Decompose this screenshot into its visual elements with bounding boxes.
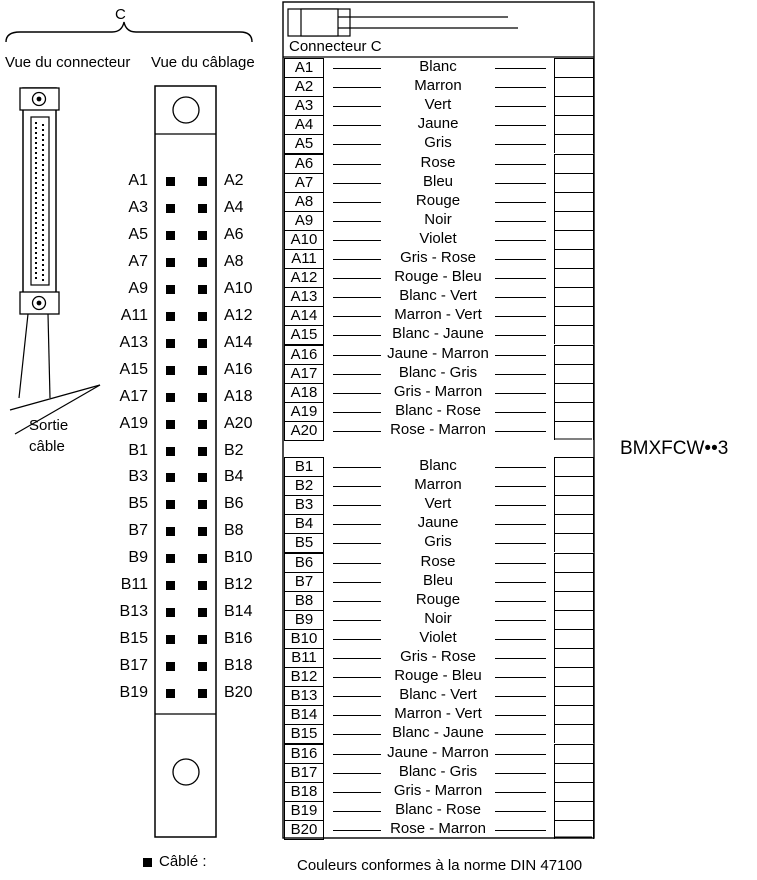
- pin-id: B8: [284, 591, 324, 611]
- wire-color: Blanc - Gris: [398, 363, 478, 381]
- terminal-box: [554, 495, 594, 514]
- wire-line: [333, 183, 381, 184]
- wiring-pin-label: B4: [224, 468, 244, 485]
- wire-line: [495, 658, 546, 659]
- wire-color: Blanc: [419, 58, 457, 75]
- terminal-box: [554, 591, 594, 610]
- terminal-box: [554, 325, 594, 344]
- pin-id: A15: [284, 325, 324, 345]
- pin-id: A6: [284, 154, 324, 174]
- terminal-box: [554, 154, 594, 173]
- wire-line: [333, 734, 381, 735]
- wiring-table-row: [0, 667, 594, 686]
- wiring-pin-label: B13: [119, 603, 148, 620]
- wire-color: Marron - Vert: [394, 705, 482, 723]
- wiring-table-row: [0, 115, 594, 134]
- wire-color: Gris: [424, 533, 452, 551]
- wire-line: [495, 259, 546, 260]
- wiring-pin-label: A14: [224, 334, 253, 351]
- wiring-table-row: [0, 306, 594, 325]
- wiring-table-row: [0, 553, 594, 572]
- wiring-table-row: [0, 591, 594, 610]
- wire-line: [333, 431, 381, 432]
- pin-id: B14: [284, 705, 324, 725]
- wiring-pin-label: A12: [224, 307, 253, 324]
- wire-color: Violet: [419, 229, 457, 247]
- wiring-table-row: [0, 192, 594, 211]
- wire-line: [333, 221, 381, 222]
- wire-color: Vert: [424, 495, 452, 513]
- pin-id: B16: [284, 744, 324, 764]
- wiring-table-row: [0, 154, 594, 173]
- terminal-box: [554, 134, 594, 153]
- pin-id: A3: [284, 96, 324, 116]
- wiring-pin-label: A3: [128, 199, 148, 216]
- wiring-pin-label: A13: [119, 334, 148, 351]
- terminal-box: [554, 801, 594, 820]
- pin-id: B7: [284, 572, 324, 592]
- wire-line: [495, 221, 546, 222]
- terminal-box: [554, 572, 594, 591]
- model-label: BMXFCW••3: [620, 438, 729, 459]
- wire-line: [333, 316, 381, 317]
- wiring-table-row: [0, 173, 594, 192]
- terminal-box: [554, 306, 594, 325]
- wire-line: [333, 144, 381, 145]
- wire-line: [495, 620, 546, 621]
- wire-color: Gris - Rose: [400, 249, 476, 266]
- pin-id: A7: [284, 173, 324, 193]
- terminal-box: [554, 77, 594, 96]
- terminal-box: [554, 686, 594, 705]
- wiring-table-row: [0, 744, 594, 763]
- wire-line: [495, 467, 546, 468]
- wiring-pin-label: A15: [119, 361, 148, 378]
- wiring-pin-label: A8: [224, 253, 244, 270]
- wire-line: [333, 811, 381, 812]
- wiring-pin-label: B7: [128, 522, 148, 539]
- wire-line: [495, 734, 546, 735]
- pin-id: B9: [284, 610, 324, 630]
- wire-line: [495, 393, 546, 394]
- wire-color: Marron: [414, 77, 462, 95]
- connector-view-title: Vue du connecteur: [5, 54, 131, 71]
- wiring-pin-label: A5: [128, 226, 148, 243]
- wire-color: Noir: [424, 609, 452, 627]
- wire-line: [333, 563, 381, 564]
- wire-line: [495, 754, 546, 755]
- wire-line: [333, 106, 381, 107]
- wire-color: Marron - Vert: [394, 306, 482, 324]
- wire-line: [333, 240, 381, 241]
- terminal-box: [554, 667, 594, 686]
- wiring-pin-label: A10: [224, 280, 253, 297]
- pin-id: B15: [284, 724, 324, 744]
- wire-line: [495, 677, 546, 678]
- wiring-view-title: Vue du câblage: [151, 54, 255, 71]
- wiring-pin-label: A1: [128, 172, 148, 189]
- wiring-table-row: [0, 476, 594, 495]
- pin-id: B11: [284, 648, 324, 668]
- pin-id: B5: [284, 533, 324, 553]
- wiring-pin-label: B10: [224, 549, 253, 566]
- wire-line: [495, 792, 546, 793]
- wire-line: [495, 355, 546, 356]
- wire-color: Marron: [414, 476, 462, 494]
- pin-id: A9: [284, 211, 324, 231]
- terminal-box: [554, 402, 594, 421]
- terminal-box: [554, 421, 594, 440]
- pin-id: B19: [284, 801, 324, 821]
- wire-color: Blanc - Jaune: [392, 325, 484, 343]
- wiring-pin-label: B1: [128, 442, 148, 459]
- wire-color: Jaune - Marron: [387, 743, 489, 761]
- wire-color: Blanc - Rose: [395, 800, 481, 818]
- pin-id: B1: [284, 457, 324, 477]
- wire-line: [495, 431, 546, 432]
- wiring-table-row: [0, 77, 594, 96]
- wiring-table-row: [0, 287, 594, 306]
- wire-line: [333, 374, 381, 375]
- wiring-pin-label: B14: [224, 603, 253, 620]
- wiring-table-row: [0, 782, 594, 801]
- wiring-table-row: [0, 763, 594, 782]
- wire-line: [495, 696, 546, 697]
- wire-line: [333, 68, 381, 69]
- wire-line: [495, 297, 546, 298]
- wire-line: [495, 811, 546, 812]
- wire-color: Blanc - Vert: [399, 287, 477, 305]
- wiring-pin-label: A17: [119, 388, 148, 405]
- pin-id: A19: [284, 402, 324, 422]
- pin-id: B3: [284, 495, 324, 515]
- wire-color: Bleu: [422, 571, 454, 589]
- wiring-table-row: [0, 533, 594, 552]
- wire-line: [495, 87, 546, 88]
- wire-line: [333, 486, 381, 487]
- terminal-box: [554, 705, 594, 724]
- pin-id: A4: [284, 115, 324, 135]
- wiring-table-row: [0, 514, 594, 533]
- wire-line: [495, 144, 546, 145]
- wire-line: [495, 830, 546, 831]
- wire-color: Rose: [420, 153, 456, 171]
- wiring-pin-label: B5: [128, 495, 148, 512]
- pin-id: A13: [284, 287, 324, 307]
- wiring-table-row: [0, 421, 594, 440]
- pin-id: B12: [284, 667, 324, 687]
- pin-id: A18: [284, 383, 324, 403]
- wiring-pin-label: B12: [224, 576, 253, 593]
- wire-line: [495, 335, 546, 336]
- wire-line: [495, 639, 546, 640]
- pin-id: A12: [284, 268, 324, 288]
- wire-color: Blanc - Gris: [398, 762, 478, 780]
- wire-line: [495, 412, 546, 413]
- pin-id: A1: [284, 58, 324, 78]
- wire-color: Rouge: [415, 191, 461, 209]
- wiring-table-row: [0, 58, 594, 77]
- wiring-table-row: [0, 134, 594, 153]
- wire-line: [495, 164, 546, 165]
- wire-line: [333, 393, 381, 394]
- wire-line: [495, 125, 546, 126]
- wire-line: [333, 639, 381, 640]
- pin-id: B2: [284, 476, 324, 496]
- wire-line: [333, 278, 381, 279]
- wire-color: Rouge: [415, 590, 461, 608]
- pin-id: A2: [284, 77, 324, 97]
- terminal-box: [554, 476, 594, 495]
- wiring-table-row: [0, 572, 594, 591]
- terminal-box: [554, 192, 594, 211]
- wire-line: [495, 278, 546, 279]
- wire-line: [495, 316, 546, 317]
- wiring-table-row: [0, 325, 594, 344]
- wire-line: [333, 658, 381, 659]
- standard-note: Couleurs conformes à la norme DIN 47100: [297, 857, 583, 874]
- wiring-pin-label: A4: [224, 199, 244, 216]
- pin-id: A14: [284, 306, 324, 326]
- wire-line: [495, 202, 546, 203]
- wiring-table-row: [0, 402, 594, 421]
- wire-line: [333, 355, 381, 356]
- wire-line: [333, 830, 381, 831]
- wiring-table-row: [0, 345, 594, 364]
- cable-exit-label: Sortie: [29, 417, 69, 434]
- terminal-box: [554, 345, 594, 364]
- wire-line: [333, 677, 381, 678]
- terminal-box: [554, 96, 594, 115]
- wiring-pin-label: A2: [224, 172, 244, 189]
- wire-color: Blanc - Vert: [399, 686, 477, 704]
- wire-color: Violet: [419, 628, 457, 646]
- wire-line: [495, 486, 546, 487]
- wire-line: [495, 106, 546, 107]
- wire-color: Rose: [420, 552, 456, 570]
- wire-line: [333, 696, 381, 697]
- terminal-box: [554, 249, 594, 268]
- wire-color: Vert: [424, 96, 452, 114]
- pin-id: B20: [284, 820, 324, 840]
- wire-line: [495, 505, 546, 506]
- wiring-table-row: [0, 648, 594, 667]
- wiring-pin-label: B2: [224, 442, 244, 459]
- wire-line: [333, 335, 381, 336]
- wiring-pin-label: B15: [119, 630, 148, 647]
- wire-line: [495, 543, 546, 544]
- wire-line: [333, 524, 381, 525]
- wire-color: Rouge - Bleu: [394, 268, 482, 286]
- wiring-table-row: [0, 457, 594, 476]
- wire-line: [495, 582, 546, 583]
- terminal-box: [554, 533, 594, 552]
- wire-line: [333, 412, 381, 413]
- terminal-box: [554, 648, 594, 667]
- wiring-pin-label: B8: [224, 522, 244, 539]
- wiring-pin-label: A11: [120, 307, 148, 324]
- wiring-table-row: [0, 610, 594, 629]
- wiring-pin-label: B16: [224, 630, 253, 647]
- wiring-pin-label: A18: [224, 388, 253, 405]
- wire-line: [495, 563, 546, 564]
- wire-line: [495, 715, 546, 716]
- terminal-box: [554, 383, 594, 402]
- wiring-pin-label: B20: [224, 684, 253, 701]
- wiring-pin-label: A19: [119, 415, 148, 432]
- terminal-box: [554, 820, 594, 839]
- terminal-box: [554, 230, 594, 249]
- wiring-pin-label: B3: [128, 468, 148, 485]
- wiring-pin-label: B18: [224, 657, 253, 674]
- wiring-table-row: [0, 211, 594, 230]
- terminal-box: [554, 268, 594, 287]
- wiring-table-row: [0, 820, 594, 839]
- pin-id: A16: [284, 345, 324, 365]
- wire-color: Rose - Marron: [390, 819, 486, 837]
- wiring-table-row: [0, 801, 594, 820]
- wire-line: [333, 543, 381, 544]
- wiring-pin-label: A7: [128, 253, 148, 270]
- terminal-box: [554, 724, 594, 743]
- wire-line: [333, 467, 381, 468]
- terminal-box: [554, 629, 594, 648]
- pin-id: B13: [284, 686, 324, 706]
- wired-legend-label: Câblé :: [159, 853, 207, 870]
- pin-id: B4: [284, 514, 324, 534]
- wire-line: [333, 202, 381, 203]
- wire-line: [495, 68, 546, 69]
- pin-id: B10: [284, 629, 324, 649]
- wiring-table-row: [0, 383, 594, 402]
- wire-line: [333, 259, 381, 260]
- pin-id: A10: [284, 230, 324, 250]
- wire-line: [333, 792, 381, 793]
- wire-color: Jaune - Marron: [387, 344, 489, 362]
- terminal-box: [554, 58, 594, 77]
- wired-legend-square-icon: [143, 858, 152, 867]
- pin-id: A17: [284, 364, 324, 384]
- wiring-table-row: [0, 686, 594, 705]
- wiring-pin-label: A9: [128, 280, 148, 297]
- wire-line: [333, 620, 381, 621]
- wire-line: [495, 601, 546, 602]
- wire-color: Blanc - Rose: [395, 401, 481, 419]
- terminal-box: [554, 782, 594, 801]
- wire-line: [495, 524, 546, 525]
- wiring-pin-label: A6: [224, 226, 244, 243]
- wiring-table-row: [0, 249, 594, 268]
- wire-color: Jaune: [417, 115, 459, 133]
- pin-id: A20: [284, 421, 324, 441]
- wire-color: Rose - Marron: [390, 420, 486, 438]
- wiring-pin-label: B17: [119, 657, 148, 674]
- terminal-box: [554, 744, 594, 763]
- wire-line: [333, 715, 381, 716]
- pin-id: A11: [284, 249, 324, 269]
- wire-line: [333, 773, 381, 774]
- wire-line: [333, 754, 381, 755]
- terminal-box: [554, 287, 594, 306]
- terminal-box: [554, 115, 594, 134]
- wire-line: [333, 87, 381, 88]
- brace-label: C: [115, 6, 126, 23]
- wire-color: Jaune: [417, 514, 459, 532]
- pin-id: A5: [284, 134, 324, 154]
- wiring-pin-label: B19: [119, 684, 148, 701]
- wire-color: Blanc: [419, 457, 457, 474]
- table-header: Connecteur C: [289, 38, 382, 55]
- terminal-box: [554, 763, 594, 782]
- wire-color: Rouge - Bleu: [394, 667, 482, 685]
- wiring-table-row: [0, 629, 594, 648]
- wiring-table-row: [0, 724, 594, 743]
- terminal-box: [554, 514, 594, 533]
- wire-line: [333, 164, 381, 165]
- pin-id: A8: [284, 192, 324, 212]
- wire-line: [495, 240, 546, 241]
- wire-line: [333, 582, 381, 583]
- wire-line: [495, 183, 546, 184]
- wiring-pin-label: B9: [128, 549, 148, 566]
- pin-id: B6: [284, 553, 324, 573]
- terminal-box: [554, 173, 594, 192]
- wire-line: [495, 773, 546, 774]
- wire-line: [333, 601, 381, 602]
- wiring-pin-label: A16: [224, 361, 253, 378]
- cable-exit-label-2: câble: [29, 438, 65, 455]
- wiring-table-row: [0, 230, 594, 249]
- wiring-table-row: [0, 96, 594, 115]
- terminal-box: [554, 211, 594, 230]
- wiring-pin-label: B11: [120, 576, 148, 593]
- wire-color: Bleu: [422, 172, 454, 190]
- wire-color: Gris - Rose: [400, 648, 476, 665]
- wire-line: [333, 125, 381, 126]
- wiring-pin-label: A20: [224, 415, 253, 432]
- wiring-table-row: [0, 364, 594, 383]
- wire-line: [495, 374, 546, 375]
- wire-line: [333, 505, 381, 506]
- pin-id: B18: [284, 782, 324, 802]
- wiring-table-row: [0, 705, 594, 724]
- terminal-box: [554, 610, 594, 629]
- wire-color: Blanc - Jaune: [392, 724, 484, 742]
- wire-color: Gris - Marron: [393, 382, 483, 400]
- wiring-pin-label: B6: [224, 495, 244, 512]
- wire-line: [333, 297, 381, 298]
- wiring-table-row: [0, 495, 594, 514]
- terminal-box: [554, 457, 594, 476]
- wire-color: Noir: [424, 210, 452, 228]
- wire-color: Gris - Marron: [393, 781, 483, 799]
- wiring-table-row: [0, 268, 594, 287]
- wire-color: Gris: [424, 134, 452, 152]
- terminal-box: [554, 553, 594, 572]
- terminal-box: [554, 364, 594, 383]
- pin-id: B17: [284, 763, 324, 783]
